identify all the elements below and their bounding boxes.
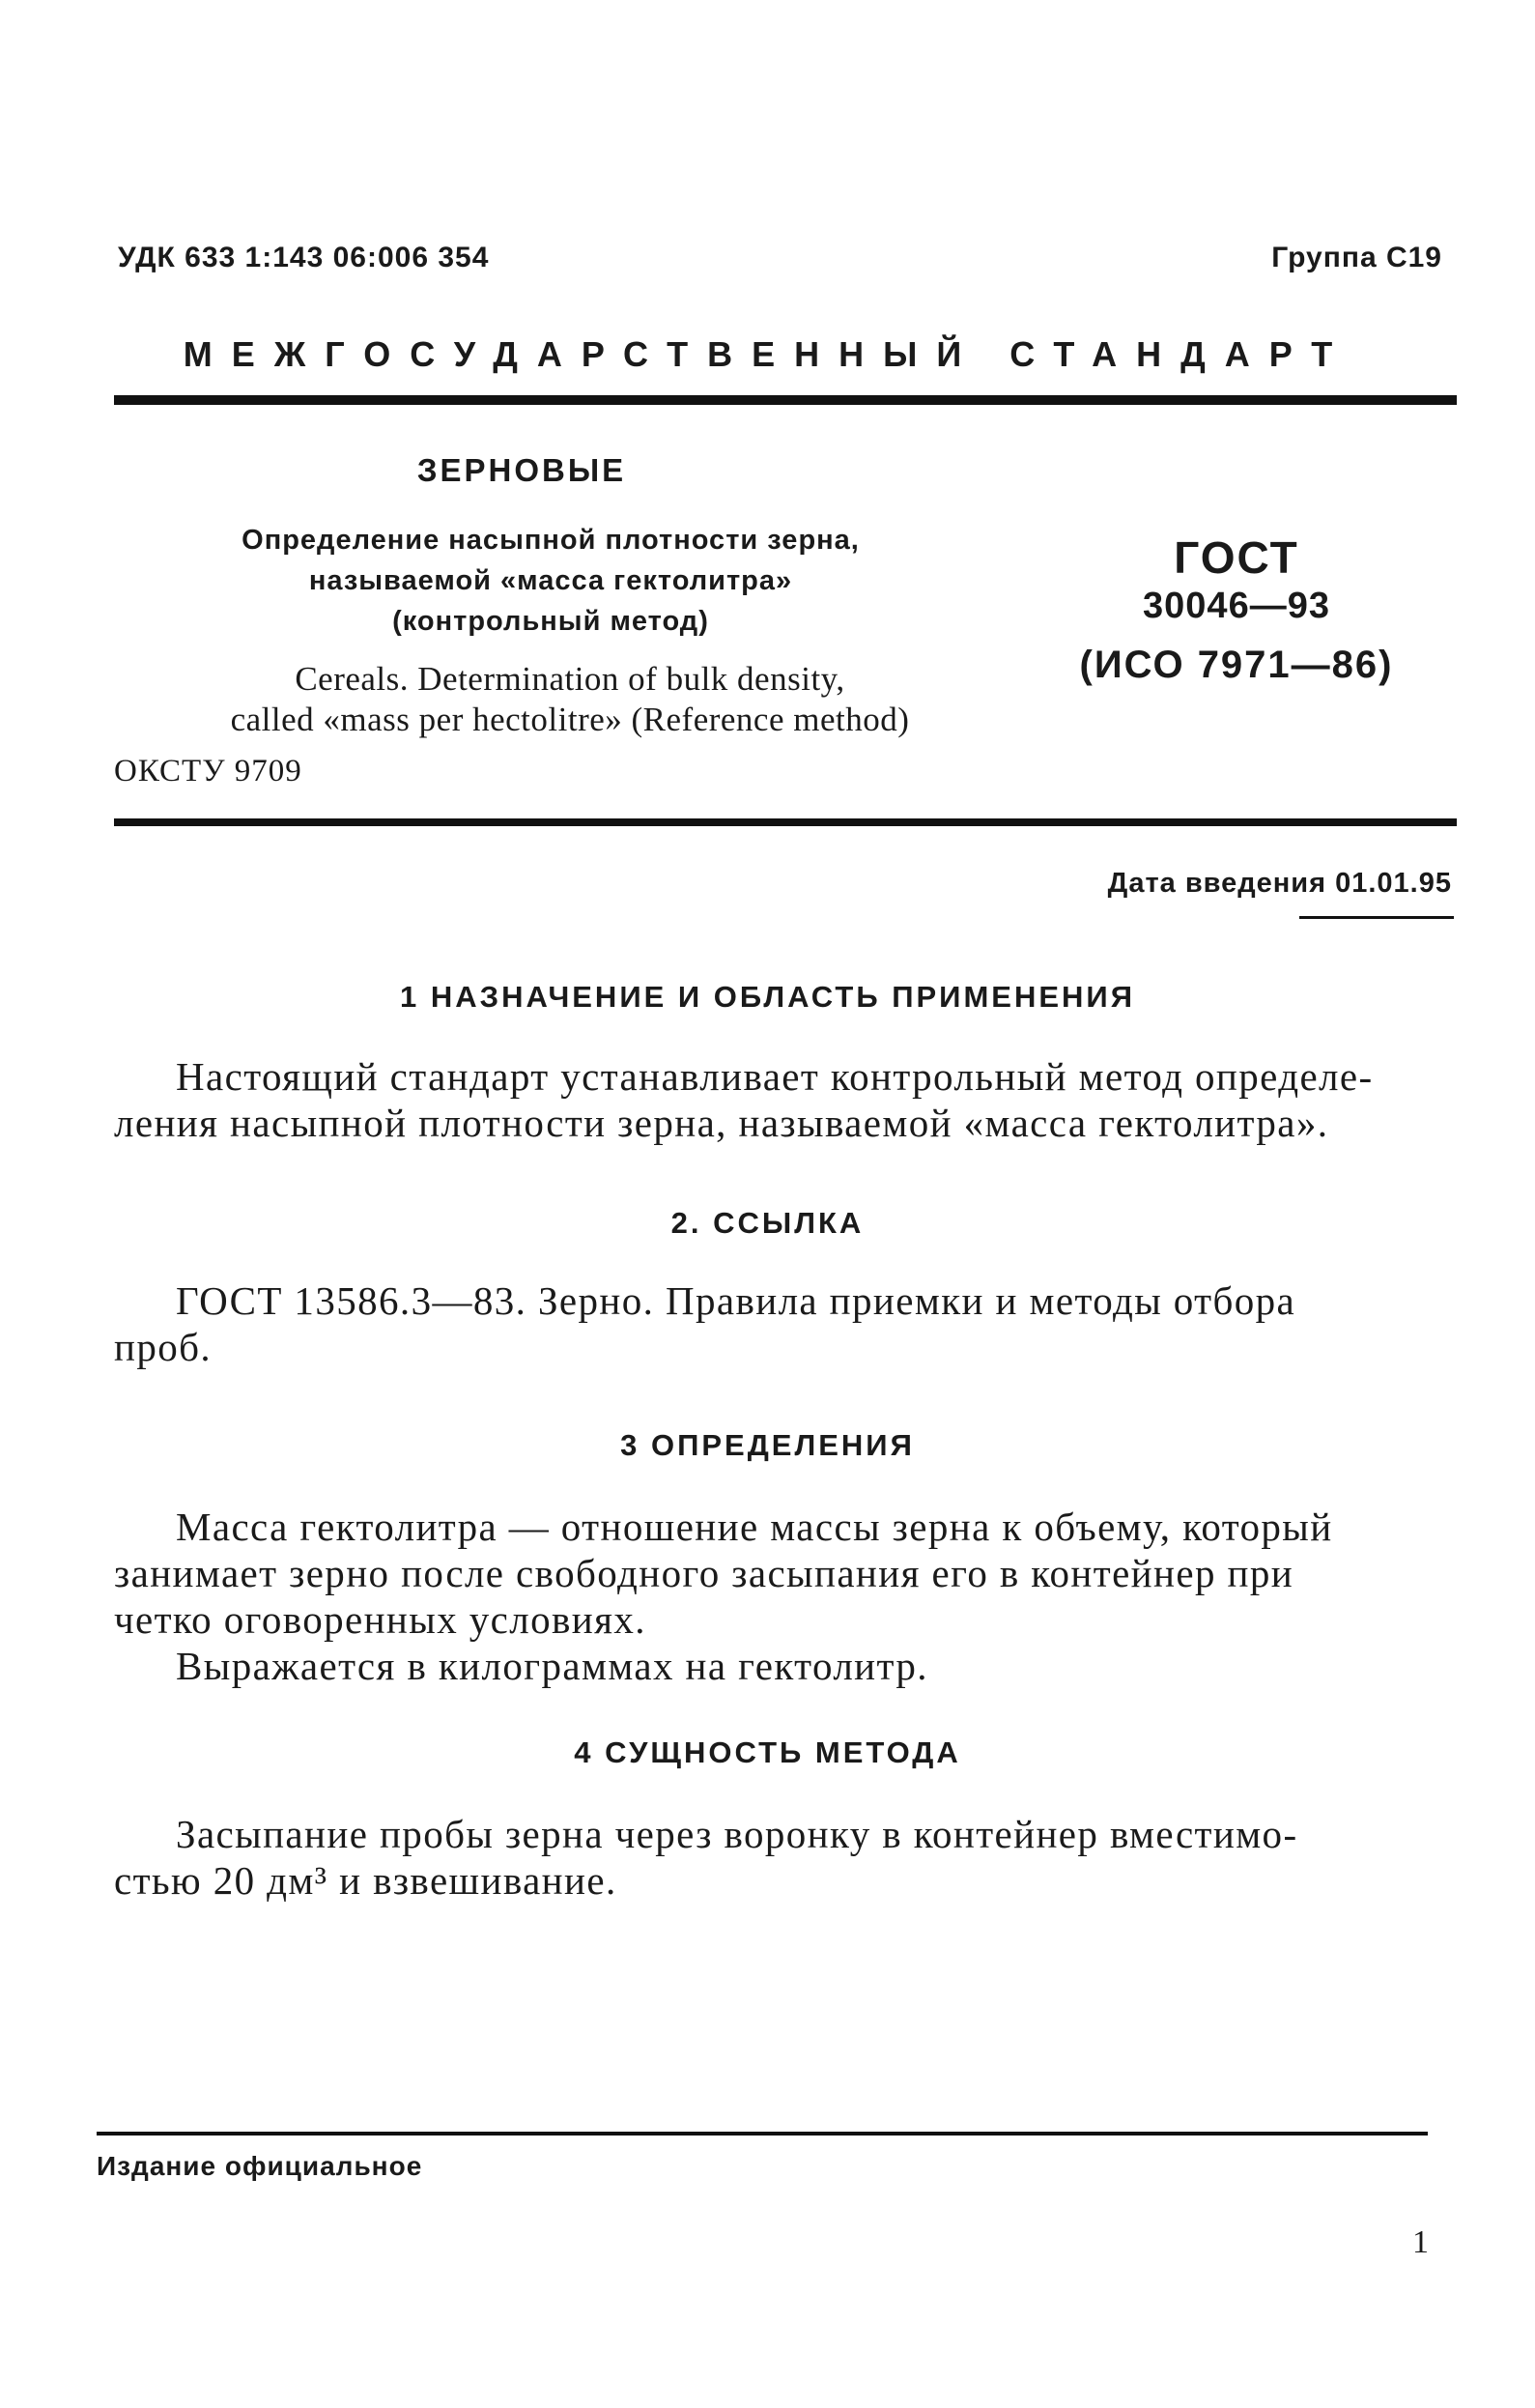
gost-label: ГОСТ xyxy=(1174,532,1299,583)
okstu-code: ОКСТУ 9709 xyxy=(114,754,302,788)
date-underline xyxy=(1299,916,1454,919)
section-1-body xyxy=(114,1053,1457,1146)
top-thick-rule xyxy=(114,395,1457,405)
subtitle-en-line: Cereals. Determination of bulk density, xyxy=(295,660,845,698)
subtitle-en-line: called «mass per hectolitre» (Reference method) xyxy=(230,701,910,738)
section-2-heading: 2. ССЫЛКА xyxy=(670,1206,865,1240)
udk-code: УДК 633 1:143 06:006 354 xyxy=(118,242,490,273)
subtitle-en xyxy=(155,659,985,740)
paragraph-line: ГОСТ 13586.3—83. Зерно. Правила приемки и методы отбора xyxy=(176,1278,1296,1323)
paragraph-line: стью 20 дм³ и взвешивание. xyxy=(114,1858,617,1903)
page-number: 1 xyxy=(1412,2224,1429,2260)
subtitle-ru xyxy=(174,520,927,642)
paragraph-line: Выражается в килограммах на гектолитр. xyxy=(176,1644,928,1688)
section-3-body xyxy=(114,1504,1457,1689)
subtitle-ru-line: (контрольный метод) xyxy=(392,606,709,637)
gost-number: 30046—93 xyxy=(1143,586,1330,626)
section-2-body xyxy=(114,1277,1457,1370)
edition-note: Издание официальное xyxy=(97,2151,423,2181)
paragraph-line: Засыпание пробы зерна через воронку в контейнер вместимо- xyxy=(176,1812,1298,1856)
paragraph-line: занимает зерно после свободного засыпания его в контейнер при xyxy=(114,1551,1294,1595)
section-1-heading: 1 НАЗНАЧЕНИЕ И ОБЛАСТЬ ПРИМЕНЕНИЯ xyxy=(400,980,1135,1014)
section-4-body xyxy=(114,1811,1457,1904)
paragraph-line: ления насыпной плотности зерна, называемой «масса гектолитра». xyxy=(114,1101,1329,1145)
paragraph-line: проб. xyxy=(114,1325,213,1369)
subtitle-ru-line: называемой «масса гектолитра» xyxy=(308,565,793,596)
document-title: ЗЕРНОВЫЕ xyxy=(416,452,627,488)
subtitle-ru-line: Определение насыпной плотности зерна, xyxy=(242,525,860,556)
paragraph-line: четко оговоренных условиях. xyxy=(114,1597,646,1642)
standard-type: МЕЖГОСУДАРСТВЕННЫЙ СТАНДАРТ xyxy=(183,334,1352,374)
paragraph-line: Настоящий стандарт устанавливает контрольный метод определе- xyxy=(176,1054,1374,1099)
section-4-heading: 4 СУЩНОСТЬ МЕТОДА xyxy=(574,1735,961,1769)
section-3-heading: 3 ОПРЕДЕЛЕНИЯ xyxy=(620,1428,915,1462)
middle-thick-rule xyxy=(114,818,1457,826)
iso-number: (ИСО 7971—86) xyxy=(1079,644,1394,686)
introduction-date: Дата введения 01.01.95 xyxy=(1107,868,1452,899)
footer-rule xyxy=(97,2132,1428,2136)
group-code: Группа С19 xyxy=(1271,242,1442,273)
paragraph-line: Масса гектолитра — отношение массы зерна к объему, который xyxy=(176,1505,1333,1549)
